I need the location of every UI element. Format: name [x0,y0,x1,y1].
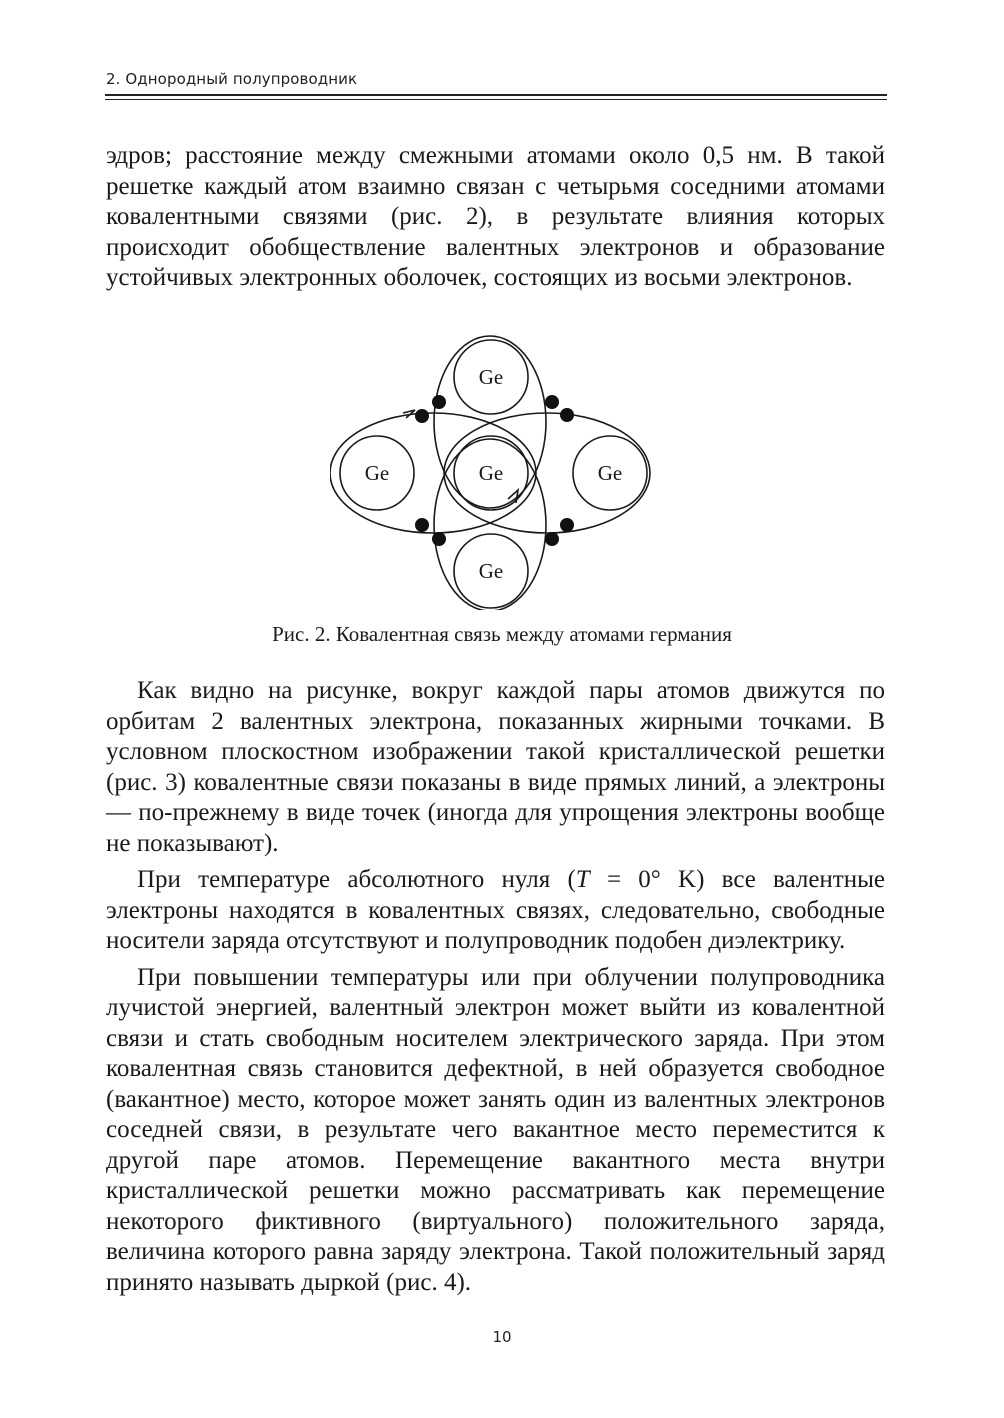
paragraph-continuation: эдров; расстояние между смежными атомами около 0,5 нм. В такой решетке каждый атом взаимно связан с четырьмя соседними атомами ковалентными связями (рис. 2), в результате влияния которых происходит обобществление валентных электронов и образование устойчивых электронных оболочек, состоящих из восьми электронов. [106,142,885,291]
paragraph-hole-formation: При повышении температуры или при облучении полупроводника лучистой энергией, валентный электрон может выйти из ковалентной связи и стать свободным носителем электрического заряда. При этом ковалентная связь становится дефектной, в ней образуется свободное (вакантное) место, которое может занять один из валентных электронов соседней связи, в результате чего вакантное место переместится к другой паре атомов. Перемещение вакантного места внутри кристаллической решетки можно рассматривать как перемещение некоторого фиктивного (виртуального) положительного заряда, величина которого равна заряду электрона. Такой положительный заряд принято называть дыркой (рис. 4). [106,963,885,1296]
paragraph-absolute-zero-end: = 0° K) все валентные электроны находятся в ковалентных связях, следовательно, свободные носители заряда отсутствуют и полупроводник подобен диэлектрику. [106,866,885,954]
atom-label-right: Ge [597,461,623,485]
paragraph-figure-explanation: Как видно на рисунке, вокруг каждой пары атомов движутся по орбитам 2 валентных электрона, показанных жирными точками. В условном плоскостном изображении такой кристаллической решетки (рис. 3) ковалентные связи показаны в виде прямых линий, а электроны — по-прежнему в виде точек (иногда для упрощения электроны вообще не показывают). [106,677,885,857]
orbit-left [330,413,536,533]
electron-dot [432,395,446,409]
electron-dot [432,532,446,546]
electron-dot [415,409,429,423]
atom-label-left: Ge [364,461,390,485]
header-rule-thick [105,94,887,96]
atom-label-bottom: Ge [478,559,504,583]
atom-label-center: Ge [478,461,504,485]
temperature-variable: T [575,866,590,893]
germanium-covalent-bond-figure [330,335,660,610]
paragraph-absolute-zero [106,865,885,957]
atom-label-top: Ge [478,365,504,389]
text-block-main [106,676,885,1298]
electron-dot [560,408,574,422]
paragraph-absolute-zero-start: При температуре абсолютного нуля ( [137,866,576,893]
header-rule-thin [105,99,887,100]
figure-caption: Рис. 2. Ковалентная связь между атомами германия [272,622,732,646]
page-number: 10 [492,1328,512,1346]
electron-dot [415,518,429,532]
text-block-top [106,141,885,294]
electron-dot [560,518,574,532]
electron-dot [545,532,559,546]
running-header: 2. Однородный полупроводник [106,70,358,88]
electron-dot [545,395,559,409]
